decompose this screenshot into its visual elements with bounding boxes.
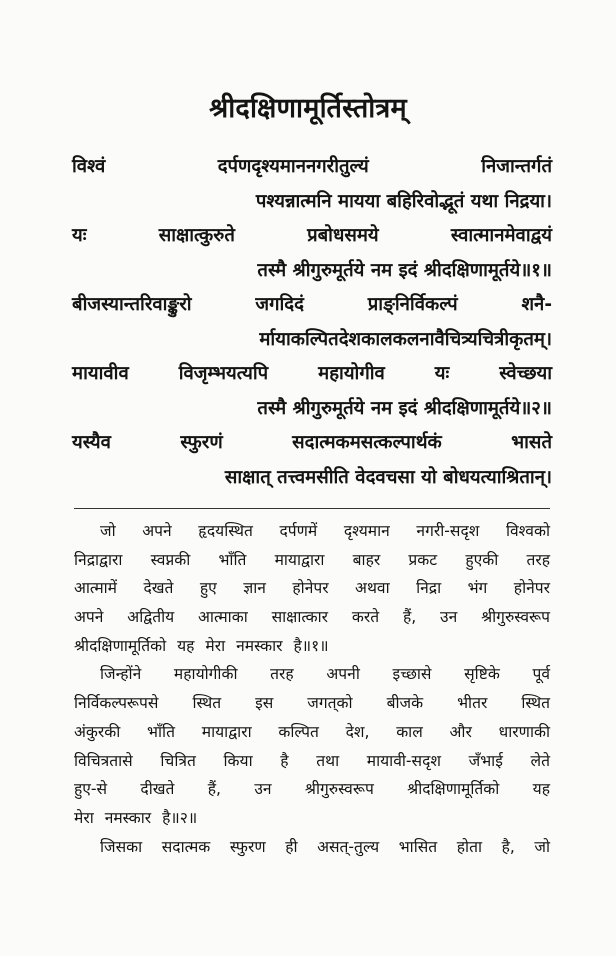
verse-1-line-4: तस्मै श्रीगुरुमूर्तये नम इदं श्रीदक्षिणामूर्तये॥१॥ (257, 259, 552, 281)
verse-1-line-2: पश्यन्नात्मनि मायया बहिरिवोद्भूतं यथा निद्रया। (255, 190, 552, 212)
commentary-1-line-1: जो अपने हृदयस्थित दर्पणमें दृश्यमान नगरी-सदृश विश्वको (100, 522, 550, 540)
verse-2-line-1: बीजस्यान्तरिवाङ्कुरो जगदिदं प्राङ्‌निर्विकल्पं शनै- (72, 294, 552, 315)
section-divider (74, 508, 550, 509)
verse-2-line-2: र्मायाकल्पितदेशकालकलनावैचित्र्यचित्रीकृतम्। (259, 328, 552, 350)
commentary-2-line-1: जिन्होंने महायोगीकी तरह अपनी इच्छासे सृष्टिके पूर्व (100, 665, 550, 684)
commentary-1-line-5: श्रीदक्षिणामूर्तिको यह मेरा नमस्कार है॥१॥ (74, 636, 329, 655)
verse-1-line-3: यः साक्षात्कुरुते प्रबोधसमये स्वात्मानमेवाद्वयं (72, 225, 552, 246)
verse-2-line-4: तस्मै श्रीगुरुमूर्तये नम इदं श्रीदक्षिणामूर्तये॥२॥ (257, 397, 552, 419)
commentary-2-line-6: मेरा नमस्कार है॥२॥ (74, 808, 198, 827)
commentary-1-line-4: अपने अद्वितीय आत्माका साक्षात्कार करते हैं, उन श्रीगुरुस्वरूप (74, 608, 550, 627)
verse-1-line-1: विश्वं दर्पणदृश्यमाननगरीतुल्यं निजान्तर्गतं (72, 156, 552, 177)
verse-2-line-3: मायावीव विजृम्भयत्यपि महायोगीव यः स्वेच्छया (72, 363, 552, 384)
commentary-1-line-3: आत्मामें देखते हुए ज्ञान होनेपर अथवा निद्रा भंग होनेपर (74, 579, 550, 598)
sanskrit-verses (72, 150, 552, 495)
commentary-2-line-5: हुए-से दीखते हैं, उन श्रीगुरुस्वरूप श्रीदक्षिणामूर्तिको यह (74, 780, 550, 799)
commentary-2-line-2: निर्विकल्परूपसे स्थित इस जगत्‌को बीजके भीतर स्थित (74, 694, 550, 713)
commentary-2-line-3: अंकुरकी भाँति मायाद्वारा कल्पित देश, काल और धारणाकी (74, 722, 550, 741)
verse-3-line-2: साक्षात् तत्त्वमसीति वेदवचसा यो बोधयत्याश्रितान्। (224, 466, 552, 488)
hindi-commentary (74, 517, 550, 861)
commentary-3-line-1: जिसका सदात्मक स्फुरण ही असत्-तुल्य भासित होता है, जो (100, 837, 550, 856)
commentary-1-line-2: निद्राद्वारा स्वप्नकी भाँति मायाद्वारा बाहर प्रकट हुएकी तरह (74, 550, 550, 569)
page-title: श्रीदक्षिणामूर्तिस्तोत्रम् (209, 93, 407, 124)
commentary-2-line-4: विचित्रतासे चित्रित किया है तथा मायावी-सदृश जँभाई लेते (74, 751, 550, 770)
verse-3-line-1: यस्यैव स्फुरणं सदात्मकमसत्कल्पार्थकं भासते (72, 432, 552, 453)
